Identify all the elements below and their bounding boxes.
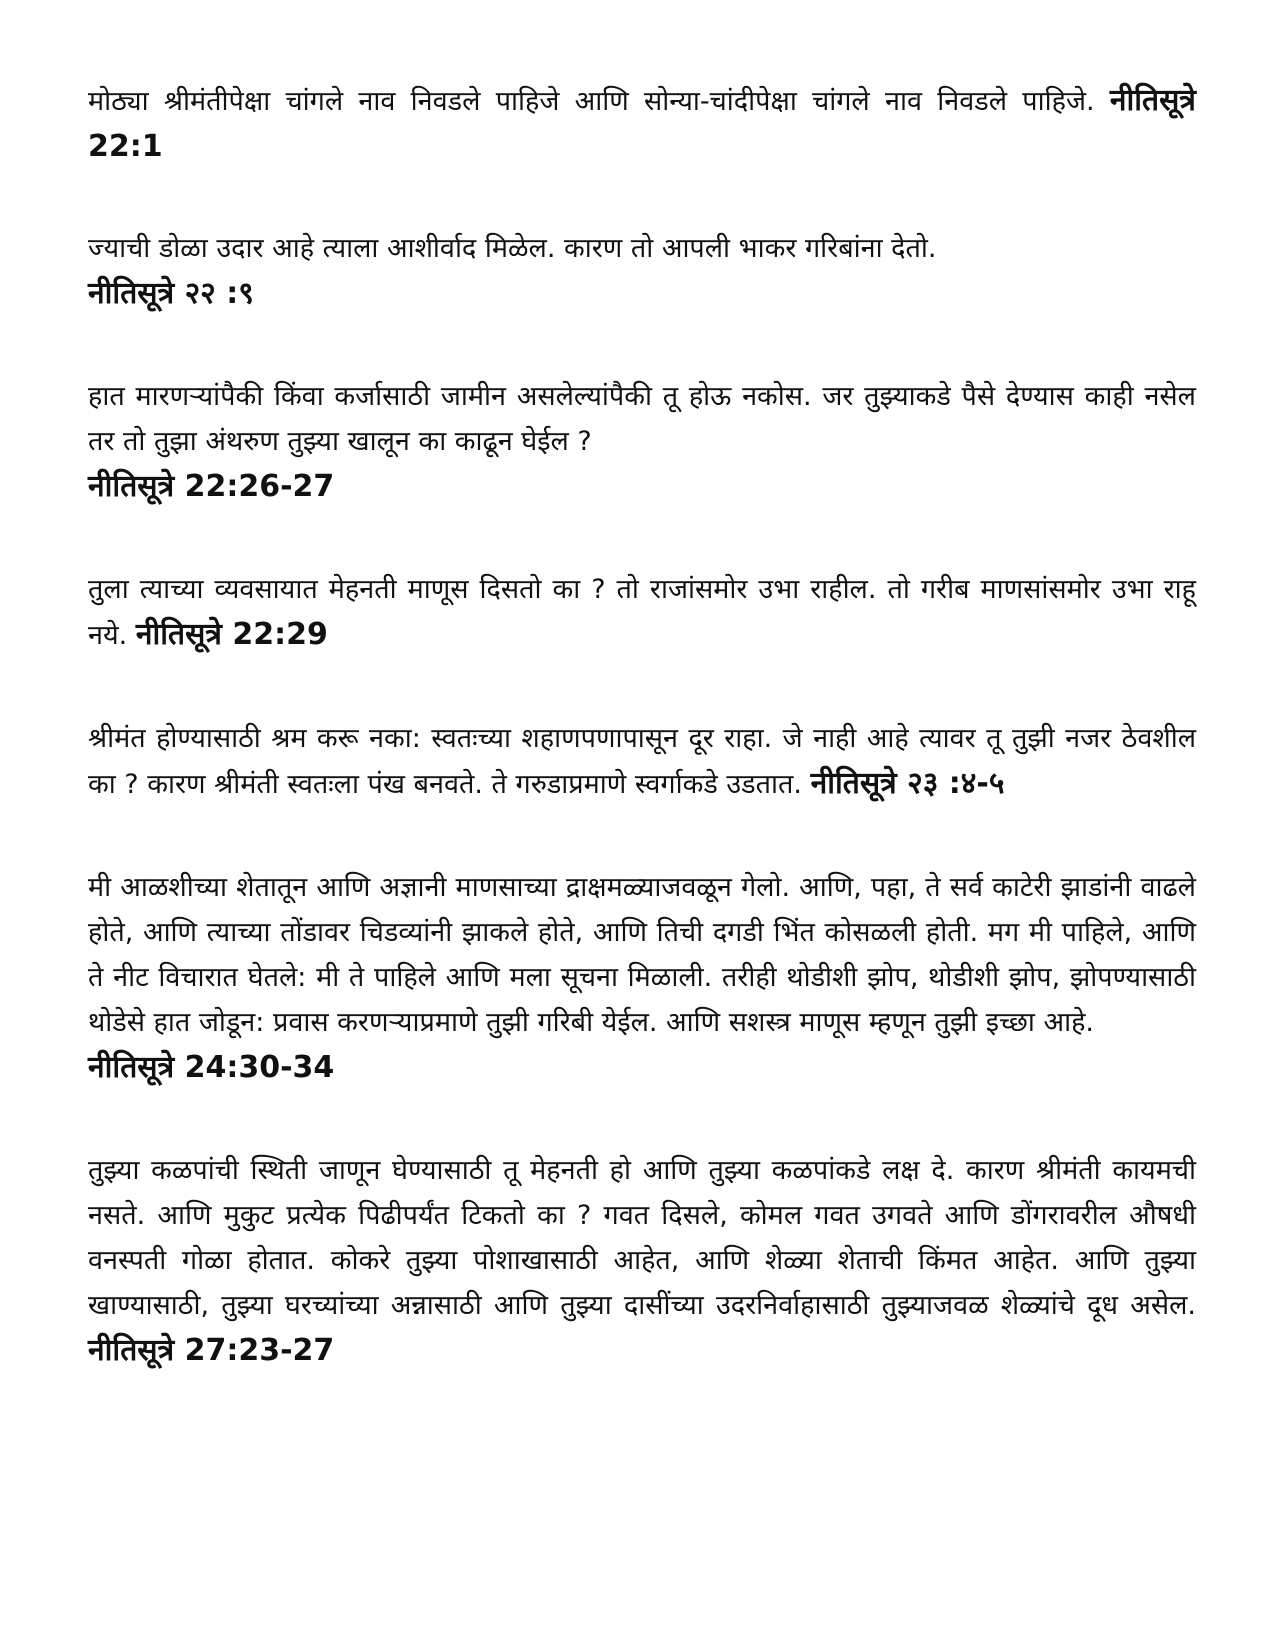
passage-6-text: मी आळशीच्या शेतातून आणि अज्ञानी माणसाच्या द्राक्षमळ्याजवळून गेलो. आणि, पहा, ते सर्व काटेरी झाडांनी वाढले होते, आणि त्याच्या तोंडावर चिडव्यांनी झाकले होते, आणि तिची दगडी भिंत कोसळली होती. मग मी पाहिले, आणि ते नीट विचारात घेतले: मी ते पाहिले आणि मला सूचना मिळाली. तरीही थोडीशी झोप, थोडीशी झोप, झोपण्यासाठी थोडेसे हात जोडून: प्रवास करणऱ्याप्रमाणे तुझी गरिबी येईल. आणि सशस्त्र माणूस म्हणून तुझी इच्छा आहे. bbox=[88, 872, 1196, 1038]
passage-5-reference: नीतिसूत्रे २३ :४-५ bbox=[810, 766, 1005, 801]
passage-6-reference: नीतिसूत्रे 24:30-34 bbox=[88, 1050, 335, 1085]
document-page bbox=[88, 78, 1196, 1374]
passage-2-reference: नीतिसूत्रे २२ :९ bbox=[88, 276, 254, 311]
passage-7 bbox=[88, 1148, 1196, 1374]
passage-5 bbox=[88, 716, 1196, 807]
passage-7-text: तुझ्या कळपांची स्थिती जाणून घेण्यासाठी तू मेहनती हो आणि तुझ्या कळपांकडे लक्ष दे. कारण श्रीमंती कायमची नसते. आणि मुकुट प्रत्येक पिढीपर्यंत टिकतो का ? गवत दिसले, कोमल गवत उगवते आणि डोंगरावरील औषधी वनस्पती गोळा होतात. कोकरे तुझ्या पोशाखासाठी आहेत, आणि शेळ्या शेताची किंमत आहेत. आणि तुझ्या खाण्यासाठी, तुझ्या घरच्यांच्या अन्नासाठी आणि तुझ्या दासींच्या उदरनिर्वाहासाठी तुझ्याजवळ शेळ्यांचे दूध असेल. bbox=[88, 1155, 1196, 1321]
passage-3 bbox=[88, 374, 1196, 509]
passage-4-text: तुला त्याच्या व्यवसायात मेहनती माणूस दिसतो का ? तो राजांसमोर उभा राहील. तो गरीब माणसांसमोर उभा राहू नये. bbox=[88, 574, 1196, 651]
passage-5-text: श्रीमंत होण्यासाठी श्रम करू नका: स्वतःच्या शहाणपणापासून दूर राहा. जे नाही आहे त्यावर तू तुझी नजर ठेवशील का ? कारण श्रीमंती स्वतःला पंख बनवते. ते गरुडाप्रमाणे स्वर्गाकडे उडतात. bbox=[88, 723, 1196, 800]
passage-1-reference: नीतिसूत्रे 22:1 bbox=[88, 83, 1196, 164]
passage-2 bbox=[88, 226, 1196, 316]
passage-3-reference: नीतिसूत्रे 22:26-27 bbox=[88, 469, 335, 504]
passage-1-text: मोठ्या श्रीमंतीपेक्षा चांगले नाव निवडले पाहिजे आणि सोन्या-चांदीपेक्षा चांगले नाव निवडले पाहिजे. bbox=[88, 86, 1095, 117]
passage-4 bbox=[88, 567, 1196, 658]
passage-1 bbox=[88, 78, 1196, 170]
passage-4-reference: नीतिसूत्रे 22:29 bbox=[135, 617, 328, 652]
passage-6 bbox=[88, 865, 1196, 1090]
passage-7-reference: नीतिसूत्रे 27:23-27 bbox=[88, 1333, 335, 1368]
passage-2-text: ज्याची डोळा उदार आहे त्याला आशीर्वाद मिळेल. कारण तो आपली भाकर गरिबांना देतो. bbox=[88, 233, 937, 264]
passage-3-text: हात मारणऱ्यांपैकी किंवा कर्जासाठी जामीन असलेल्यांपैकी तू होऊ नकोस. जर तुझ्याकडे पैसे देण्यास काही नसेल तर तो तुझा अंथरुण तुझ्या खालून का काढून घेईल ? bbox=[88, 381, 1196, 457]
